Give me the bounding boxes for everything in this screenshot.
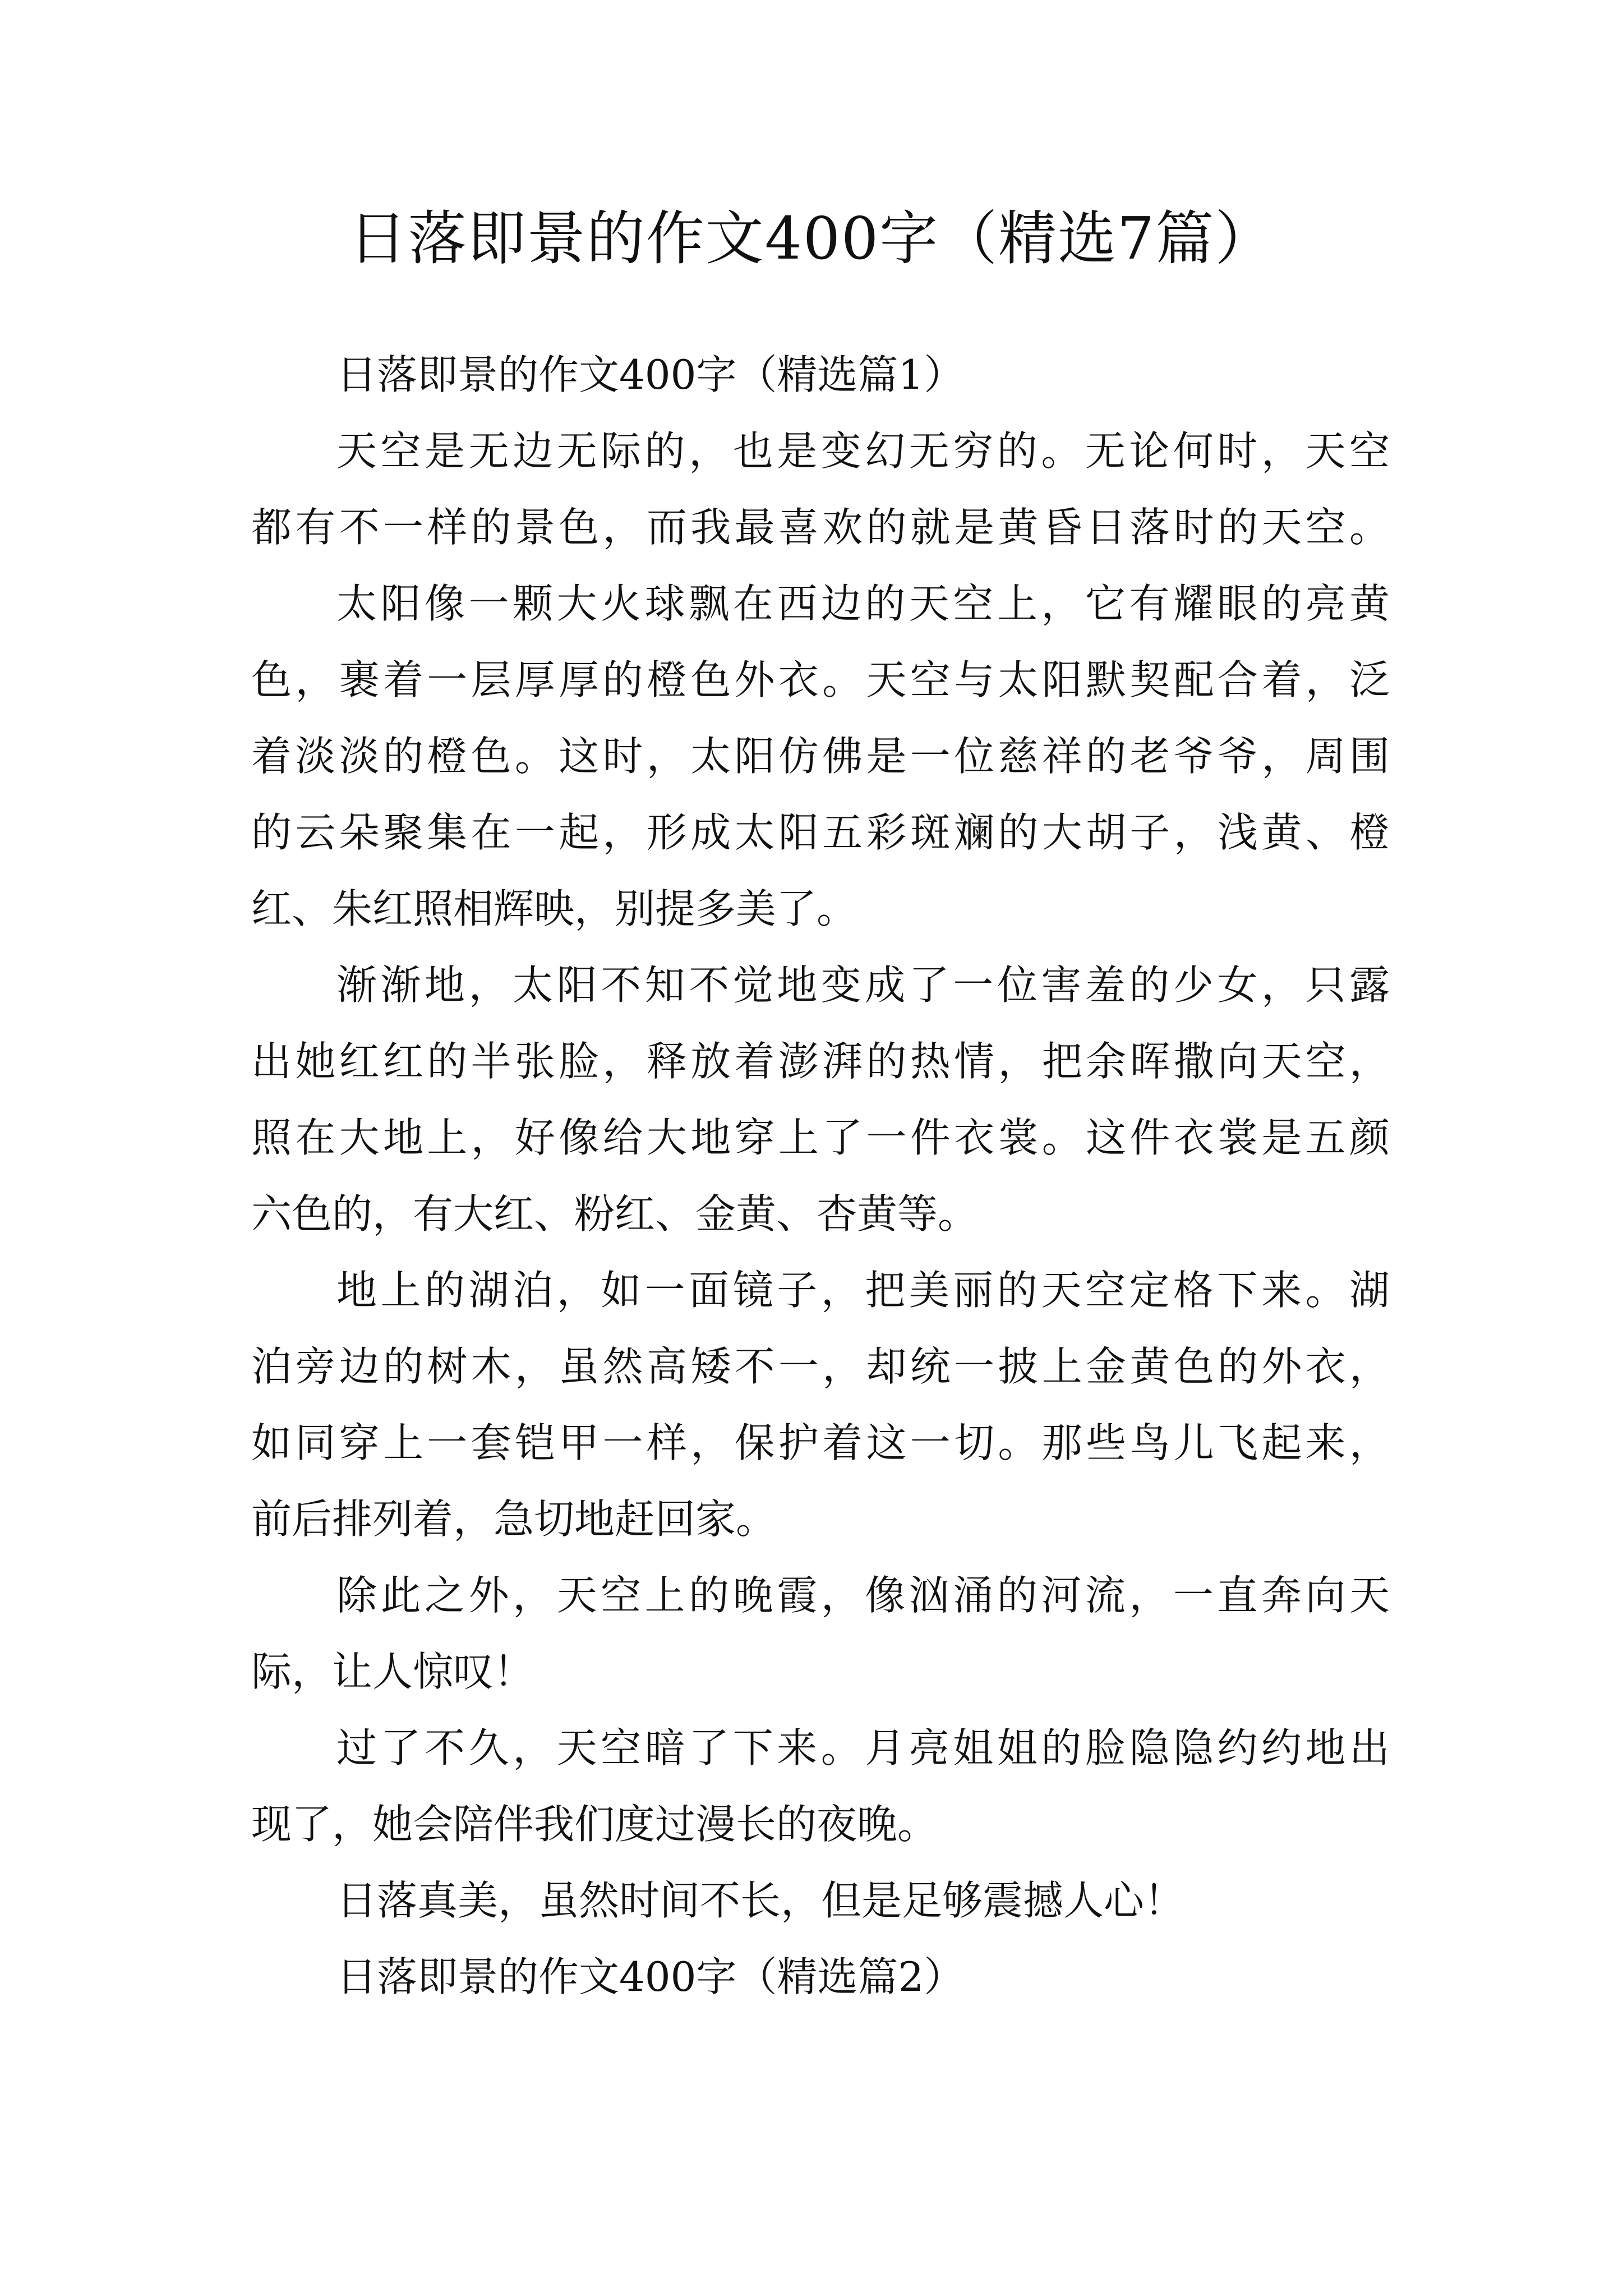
paragraph-line: 着淡淡的橙色。这时，太阳仿佛是一位慈祥的老爷爷，周围 — [251, 733, 1390, 780]
paragraph-line: 天空是无边无际的，也是变幻无穷的。无论何时，天空 — [336, 427, 1390, 475]
paragraph-line: 太阳像一颗大火球飘在西边的天空上，它有耀眼的亮黄 — [336, 580, 1390, 627]
paragraph-line: 都有不一样的景色，而我最喜欢的就是黄昏日落时的天空。 — [251, 504, 1390, 551]
section-heading-2: 日落即景的作文400字（精选篇2） — [336, 1953, 965, 2000]
paragraph-line: 前后排列着，急切地赶回家。 — [251, 1496, 777, 1543]
paragraph-line: 如同穿上一套铠甲一样，保护着这一切。那些鸟儿飞起来， — [251, 1419, 1390, 1466]
paragraph-line: 现了，她会陪伴我们度过漫长的夜晚。 — [251, 1801, 938, 1848]
paragraph-line: 泊旁边的树木，虽然高矮不一，却统一披上金黄色的外衣， — [251, 1343, 1390, 1390]
document-body — [251, 337, 1390, 2015]
paragraph-line: 出她红红的半张脸，释放着澎湃的热情，把余晖撒向天空， — [251, 1038, 1390, 1085]
paragraph-line: 色，裹着一层厚厚的橙色外衣。天空与太阳默契配合着，泛 — [251, 656, 1390, 703]
paragraph-line: 除此之外，天空上的晚霞，像汹涌的河流，一直奔向天 — [336, 1572, 1390, 1619]
paragraph-line: 过了不久，天空暗了下来。月亮姐姐的脸隐隐约约地出 — [336, 1724, 1390, 1772]
section-heading-1: 日落即景的作文400字（精选篇1） — [336, 351, 965, 398]
paragraph-line: 红、朱红照相辉映，别提多美了。 — [251, 885, 857, 932]
document-title: 日落即景的作文400字（精选7篇） — [348, 204, 1275, 273]
paragraph-line: 六色的，有大红、粉红、金黄、杏黄等。 — [251, 1190, 979, 1237]
paragraph-line: 际，让人惊叹！ — [251, 1648, 534, 1695]
paragraph-line: 照在大地上，好像给大地穿上了一件衣裳。这件衣裳是五颜 — [251, 1114, 1390, 1161]
paragraph-line: 的云朵聚集在一起，形成太阳五彩斑斓的大胡子，浅黄、橙 — [251, 809, 1390, 856]
paragraph-line: 地上的湖泊，如一面镜子，把美丽的天空定格下来。湖 — [336, 1267, 1390, 1314]
paragraph-line: 渐渐地，太阳不知不觉地变成了一位害羞的少女，只露 — [336, 961, 1390, 1009]
paragraph-line: 日落真美，虽然时间不长，但是足够震撼人心！ — [336, 1877, 1185, 1924]
